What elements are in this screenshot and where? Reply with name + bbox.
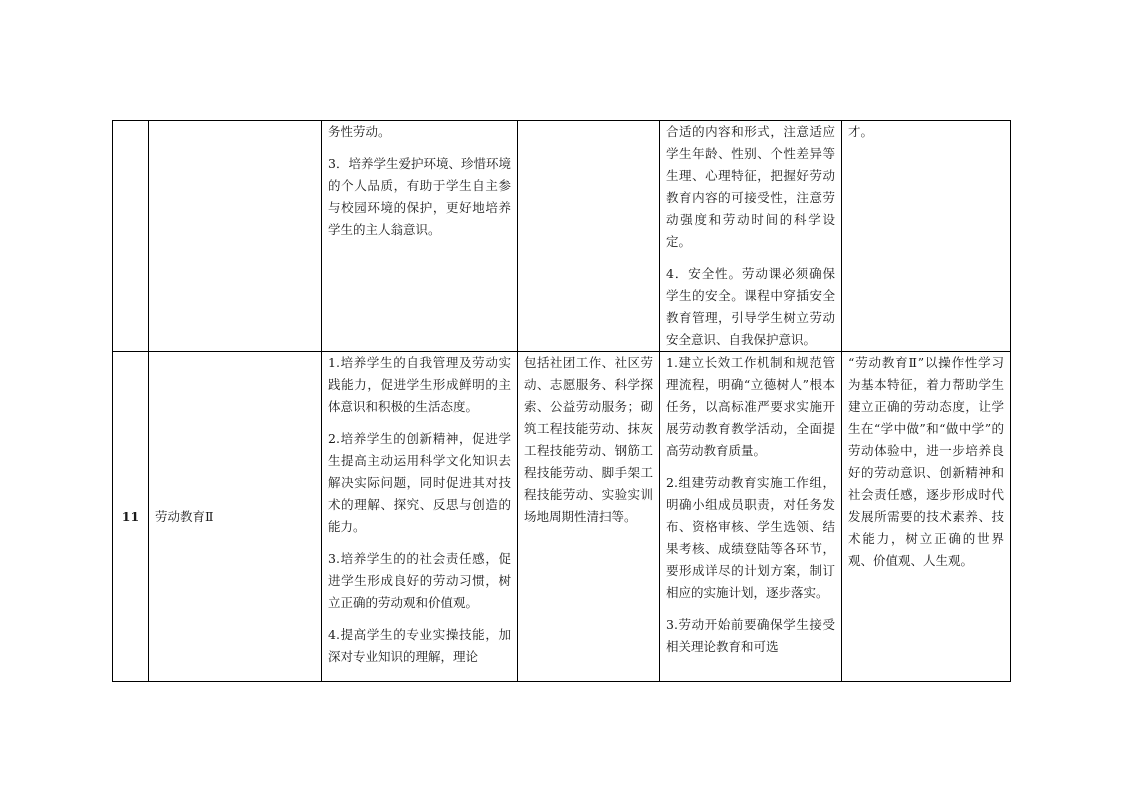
requirement-item: 合适的内容和形式，注意适应学生年龄、性别、个性差异等生理、心理特征，把握好劳动教育内容的可接受性，注意劳动强度和劳动时间的科学设定。: [666, 124, 835, 249]
description-cell: [842, 352, 1011, 682]
course-table: [112, 120, 1011, 682]
requirement-item: 1.建立长效工作机制和规范管理流程，明确“立德树人”根本任务，以高标准严要求实施开展劳动教育教学活动，全面提高劳动教育质量。: [666, 355, 835, 458]
course-name: 劳动教育Ⅱ: [149, 352, 322, 682]
requirements-cell: [660, 121, 842, 352]
objectives-cell: [322, 121, 518, 352]
row-number: [113, 121, 149, 352]
requirement-item: 2.组建劳动教育实施工作组，明确小组成员职责，对任务发布、资格审核、学生选领、结果考核、成绩登陆等各环节，要形成详尽的计划方案，制订相应的实施计划，逐步落实。: [666, 475, 835, 600]
content-cell: [518, 352, 660, 682]
table-row: [113, 121, 1011, 352]
content-text: 包括社团工作、社区劳动、志愿服务、科学探索、公益劳动服务；砌筑工程技能劳动、抹灰工程技能劳动、钢筋工程技能劳动、脚手架工程技能劳动、实验实训场地周期性清扫等。: [524, 355, 653, 524]
content-cell: [518, 121, 660, 352]
course-name: [149, 121, 322, 352]
requirement-item: 3.劳动开始前要确保学生接受相关理论教育和可选: [666, 617, 835, 654]
objective-item: 4.提高学生的专业实操技能，加深对专业知识的理解，理论: [328, 627, 511, 664]
objective-item: 3．培养学生爱护环境、珍惜环境的个人品质，有助于学生自主参与校园环境的保护，更好地培养学生的主人翁意识。: [328, 156, 511, 237]
description-text: 才。: [848, 124, 874, 139]
table-row: [113, 352, 1011, 682]
objective-item: 3.培养学生的的社会责任感，促进学生形成良好的劳动习惯，树立正确的劳动观和价值观。: [328, 551, 511, 610]
objective-item: 1.培养学生的自我管理及劳动实践能力，促进学生形成鲜明的主体意识和积极的生活态度。: [328, 355, 511, 414]
row-number: 11: [113, 352, 149, 682]
requirement-item: 4．安全性。劳动课必须确保学生的安全。课程中穿插安全教育管理，引导学生树立劳动安全意识、自我保护意识。: [666, 266, 835, 347]
requirements-cell: [660, 352, 842, 682]
description-cell: [842, 121, 1011, 352]
description-text: “劳动教育Ⅱ”以操作性学习为基本特征，着力帮助学生建立正确的劳动态度，让学生在“学中做”和“做中学”的劳动体验中，进一步培养良好的劳动意识、创新精神和社会责任感，逐步形成时代发展所需要的技术素养、技术能力，树立正确的世界观、价值观、人生观。: [848, 355, 1004, 568]
objectives-cell: [322, 352, 518, 682]
objective-item: 2.培养学生的创新精神，促进学生提高主动运用科学文化知识去解决实际问题，同时促进其对技术的理解、探究、反思与创造的能力。: [328, 431, 511, 534]
objective-item: 务性劳动。: [328, 124, 391, 139]
